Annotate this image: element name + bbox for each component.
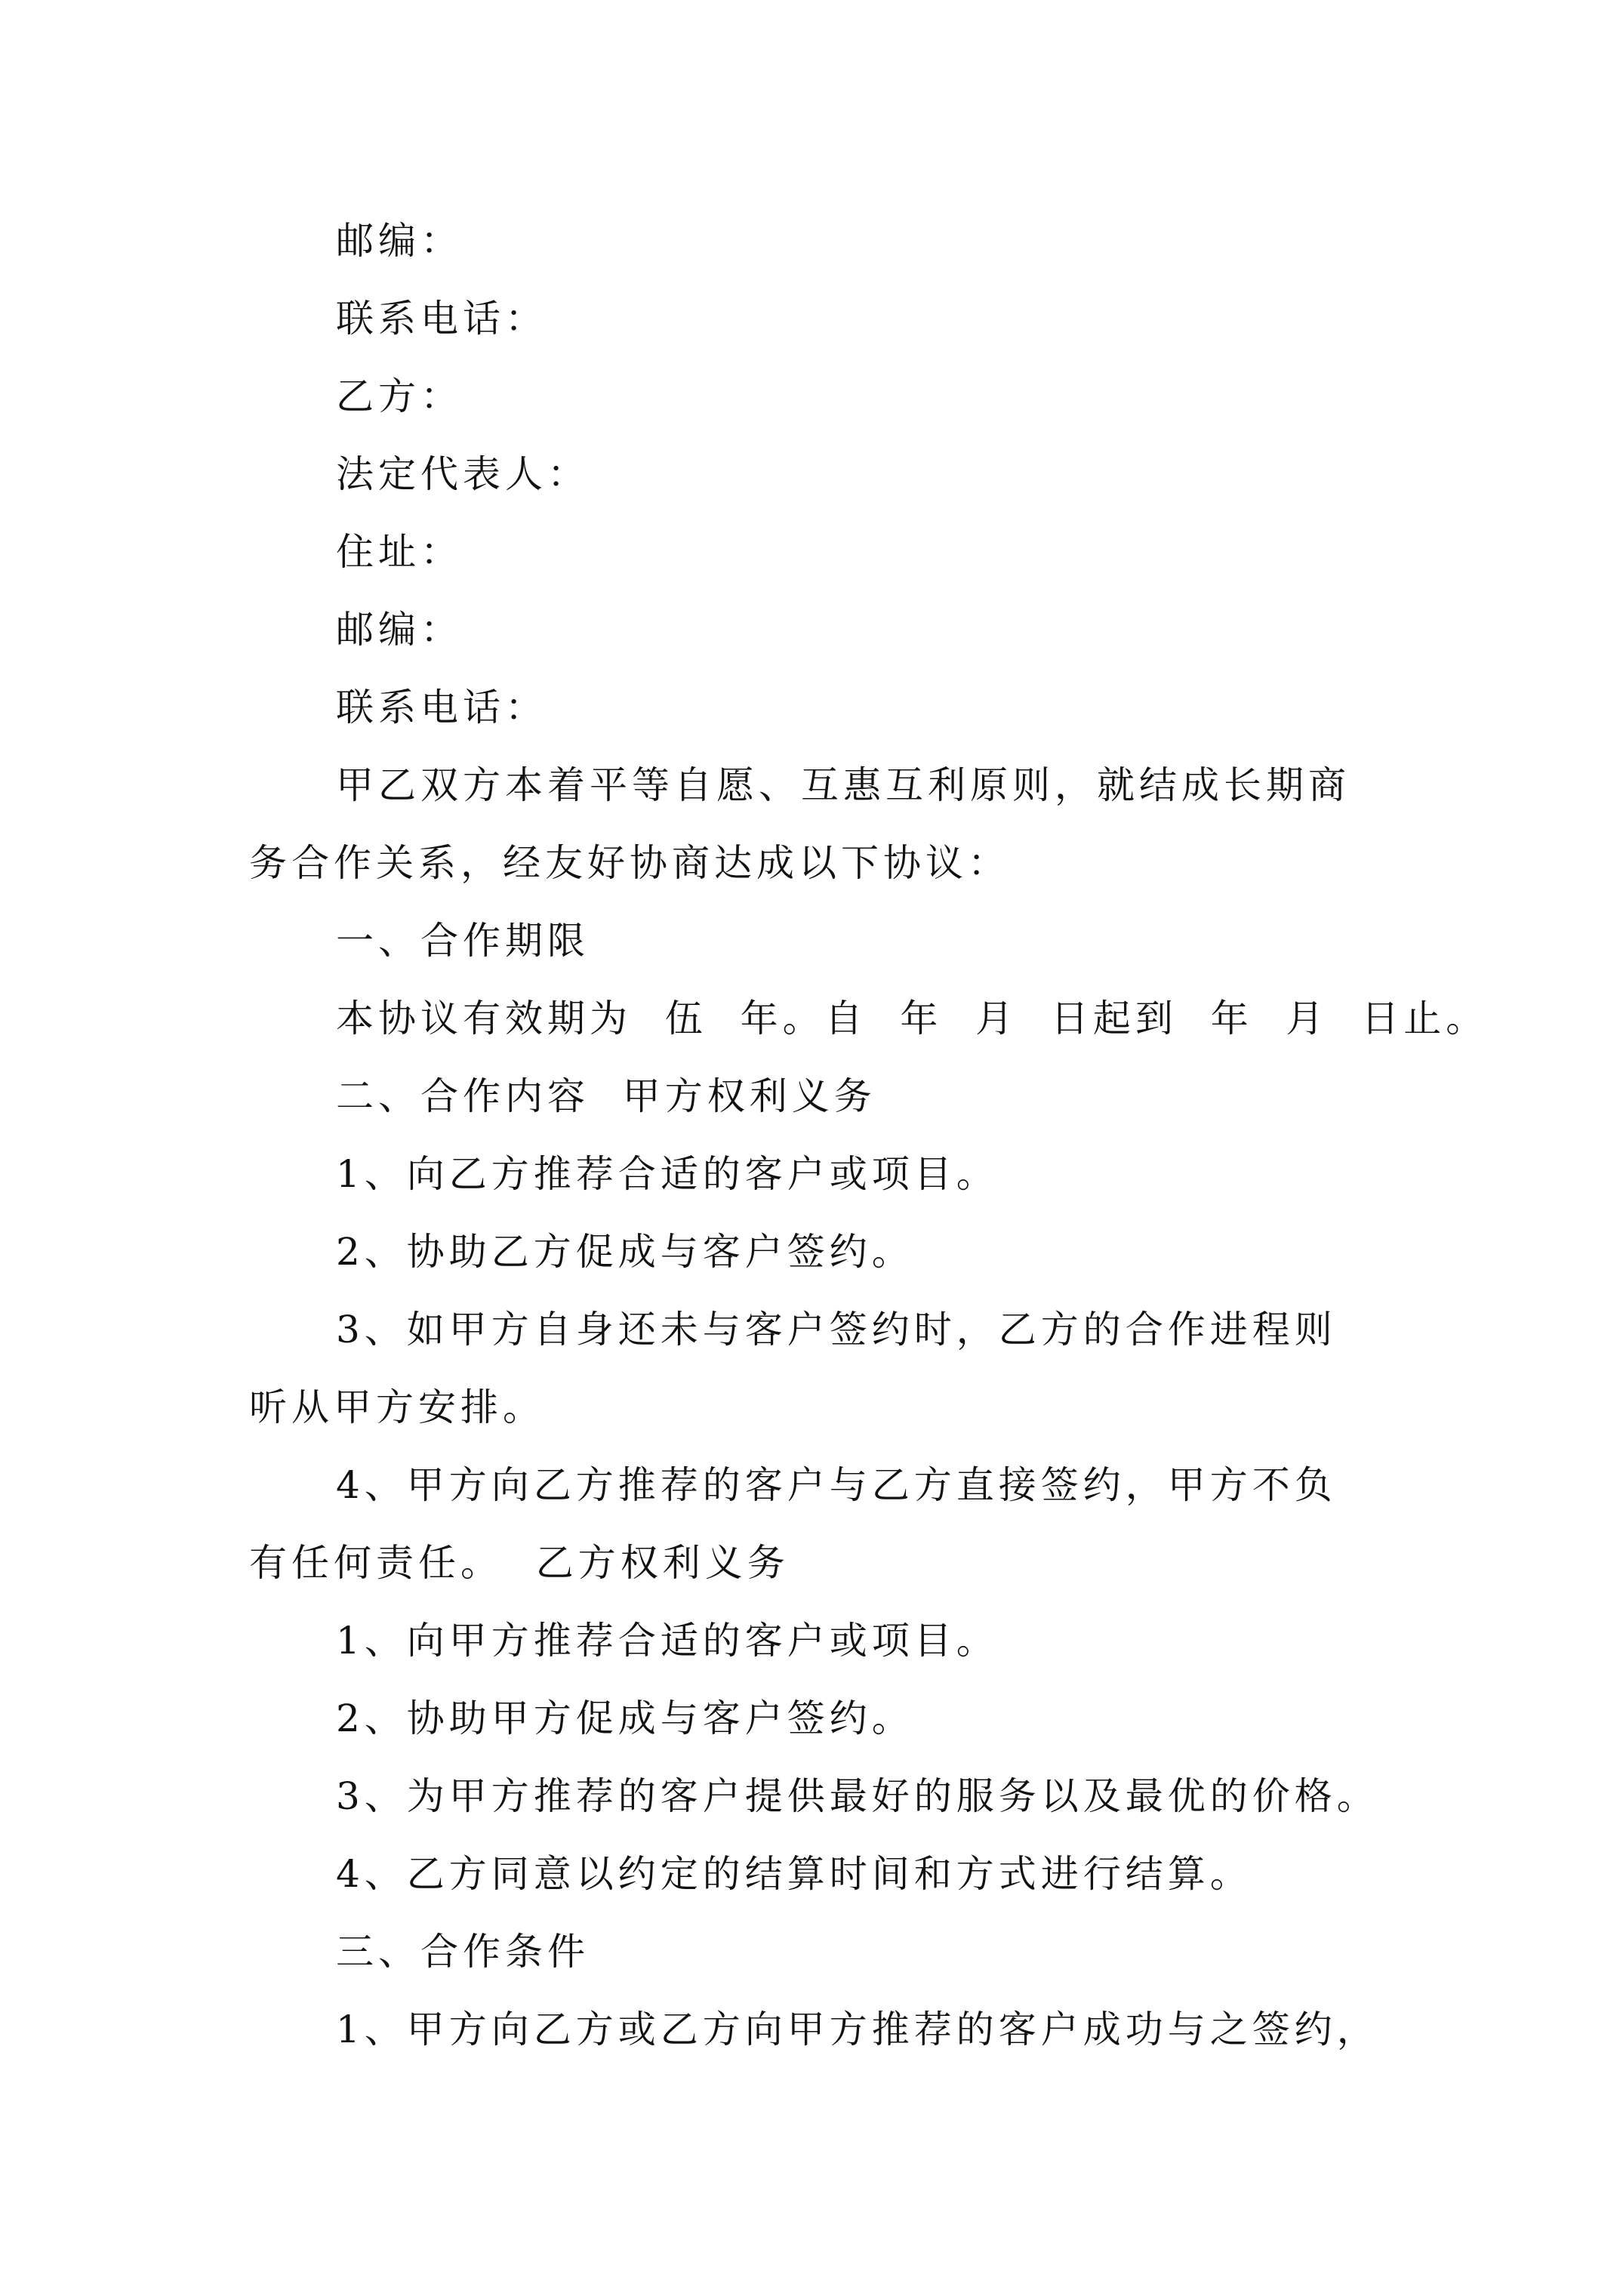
party-a-duty-1: 1、向乙方推荐合适的客户或项目。 bbox=[336, 1152, 999, 1196]
legal-representative-label: 法定代表人： bbox=[336, 452, 590, 496]
party-a-duty-2: 2、协助乙方促成与客户签约。 bbox=[336, 1230, 914, 1274]
postcode-label-a: 邮编： bbox=[336, 219, 463, 263]
condition-1: 1、甲方向乙方或乙方向甲方推荐的客户成功与之签约， bbox=[336, 2008, 1379, 2051]
party-a-duty-4: 4、甲方向乙方推荐的客户与乙方直接签约，甲方不负 bbox=[336, 1463, 1337, 1507]
phone-label-a: 联系电话： bbox=[336, 297, 547, 341]
preamble-paragraph-continued: 务合作关系，经友好协商达成以下协议： bbox=[249, 841, 1010, 885]
party-a-duty-4-continued: 有任何责任。 乙方权利义务 bbox=[249, 1541, 790, 1585]
party-a-duty-3-continued: 听从甲方安排。 bbox=[249, 1385, 545, 1429]
party-b-duty-4: 4、乙方同意以约定的结算时间和方式进行结算。 bbox=[336, 1852, 1252, 1896]
phone-label-b: 联系电话： bbox=[336, 686, 547, 729]
party-b-label: 乙方： bbox=[336, 374, 463, 418]
party-b-duty-1: 1、向甲方推荐合适的客户或项目。 bbox=[336, 1619, 999, 1663]
section-heading-term: 一、合作期限 bbox=[336, 919, 590, 963]
section-heading-content: 二、合作内容 甲方权利义务 bbox=[336, 1074, 876, 1118]
postcode-label-b: 邮编： bbox=[336, 608, 463, 652]
party-b-duty-2: 2、协助甲方促成与客户签约。 bbox=[336, 1697, 914, 1740]
preamble-paragraph: 甲乙双方本着平等自愿、互惠互利原则，就结成长期商 bbox=[336, 763, 1350, 807]
section-heading-conditions: 三、合作条件 bbox=[336, 1930, 590, 1974]
address-label: 住址： bbox=[336, 530, 463, 574]
party-b-duty-3: 3、为甲方推荐的客户提供最好的服务以及最优的价格。 bbox=[336, 1774, 1379, 1818]
party-a-duty-3: 3、如甲方自身还未与客户签约时，乙方的合作进程则 bbox=[336, 1308, 1337, 1351]
term-clause: 本协议有效期为 伍 年。自 年 月 日起到 年 月 日止。 bbox=[336, 997, 1489, 1040]
document-body bbox=[249, 202, 1489, 2069]
